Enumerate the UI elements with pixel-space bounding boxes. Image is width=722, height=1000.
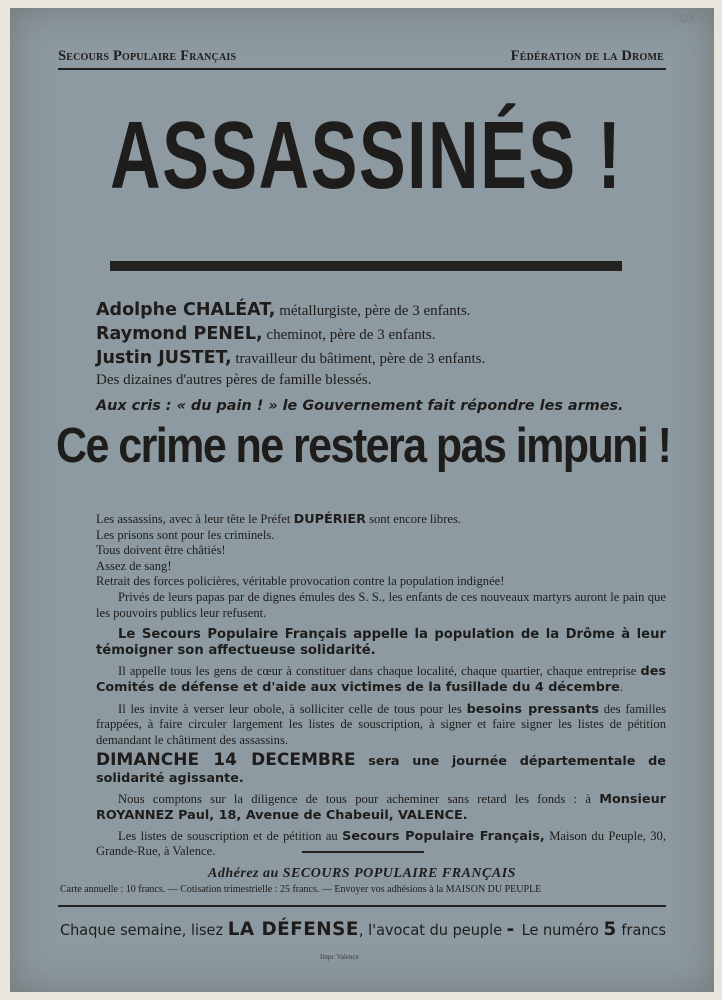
newspaper-name: LA DÉFENSE (227, 918, 359, 940)
paragraph-prives: Privés de leurs papas par de dignes émules des S. S., les enfants de ces nouveaux martyrs auront le pain que les pouvoirs publics leur refusent. (96, 589, 666, 620)
victim-desc: cheminot, père de 3 enfants. (262, 327, 436, 343)
poster (10, 8, 714, 992)
line-sang: Assez de sang! (96, 558, 172, 573)
paragraph-obole: Il les invite à verser leur obole, à solliciter celle de tous pour les besoins pressants des familles frappées, à faire circuler largement les listes de souscription, à signer et faire signer les listes de pétition demandant le châtiment des assassins. (96, 701, 666, 747)
header-right: Fédération de la Drome (510, 48, 664, 64)
wounded-line: Des dizaines d'autres pères de famille blessés. (96, 372, 372, 388)
title-underline (110, 261, 622, 271)
adherez-line: Adhérez au SECOURS POPULAIRE FRANÇAIS (208, 866, 516, 881)
victim-name: Adolphe CHALÉAT, (96, 300, 276, 320)
victim-2 (96, 324, 436, 344)
crime-headline: Ce crime ne restera pas impuni ! (56, 419, 671, 473)
footer-rule (58, 905, 666, 907)
footer-line: Chaque semaine, lisez LA DÉFENSE, l'avocat du peuple - Le numéro 5 francs (60, 918, 667, 940)
treasurer-address: Monsieur ROYANNEZ Paul, 18, Avenue de Chabeuil, VALENCE. (96, 792, 666, 823)
dimanche-date: DIMANCHE 14 DECEMBRE (96, 750, 356, 771)
paragraph-listes: Les listes de souscription et de pétition au Secours Populaire Français, Maison du Peuple, 30, Grande-Rue, à Valence. (96, 828, 666, 859)
main-title: ASSASSINÉS ! (110, 102, 623, 209)
header-rule (58, 68, 666, 70)
victim-3 (96, 348, 485, 368)
margin-note: 323 (678, 14, 693, 25)
victim-name: Justin JUSTET, (96, 348, 232, 368)
header-left: Secours Populaire Français (58, 48, 237, 64)
line-retrait: Retrait des forces policières, véritable provocation contre la population indignée! (96, 574, 505, 589)
price: 5 (603, 918, 617, 940)
line-assassins: Les assassins, avec à leur tête le Préfet DUPÉRIER sont encore libres. (96, 512, 462, 527)
paragraph-secours: Le Secours Populaire Français appelle la population de la Drôme à leur témoigner son affectueuse solidarité. (96, 627, 666, 658)
paragraph-fonds: Nous comptons sur la diligence de tous pour acheminer sans retard les fonds : à Monsieur ROYANNEZ Paul, 18, Avenue de Chabeuil, VALENCE. (96, 792, 666, 823)
paragraph-dimanche: DIMANCHE 14 DECEMBRE sera une journée départementale de solidarité agissante. (96, 750, 666, 787)
membership-fees: Carte annuelle : 10 francs. — Cotisation trimestrielle : 25 francs. — Envoyer vos adhésions à la MAISON DU PEUPLE (60, 884, 542, 895)
printer-imprint: Impr. Valence (320, 953, 359, 961)
section-divider (302, 851, 424, 853)
victim-name: Raymond PENEL, (96, 324, 263, 344)
body-text (96, 512, 666, 860)
slogan-line: Aux cris : « du pain ! » le Gouvernement fait répondre les armes. (96, 398, 624, 414)
victim-desc: métallurgiste, père de 3 enfants. (275, 303, 471, 319)
victim-desc: travailleur du bâtiment, père de 3 enfants. (231, 351, 486, 367)
line-chaties: Tous doivent être châtiés! (96, 543, 226, 558)
line-prisons: Les prisons sont pour les criminels. (96, 527, 275, 542)
prefet-name: DUPÉRIER (293, 512, 366, 527)
paragraph-comites: Il appelle tous les gens de cœur à constituer dans chaque localité, chaque quartier, chaque entreprise des Comités de défense et d'aide aux victimes de la fusillade du 4 décembre. (96, 664, 666, 695)
victim-1 (96, 300, 471, 320)
